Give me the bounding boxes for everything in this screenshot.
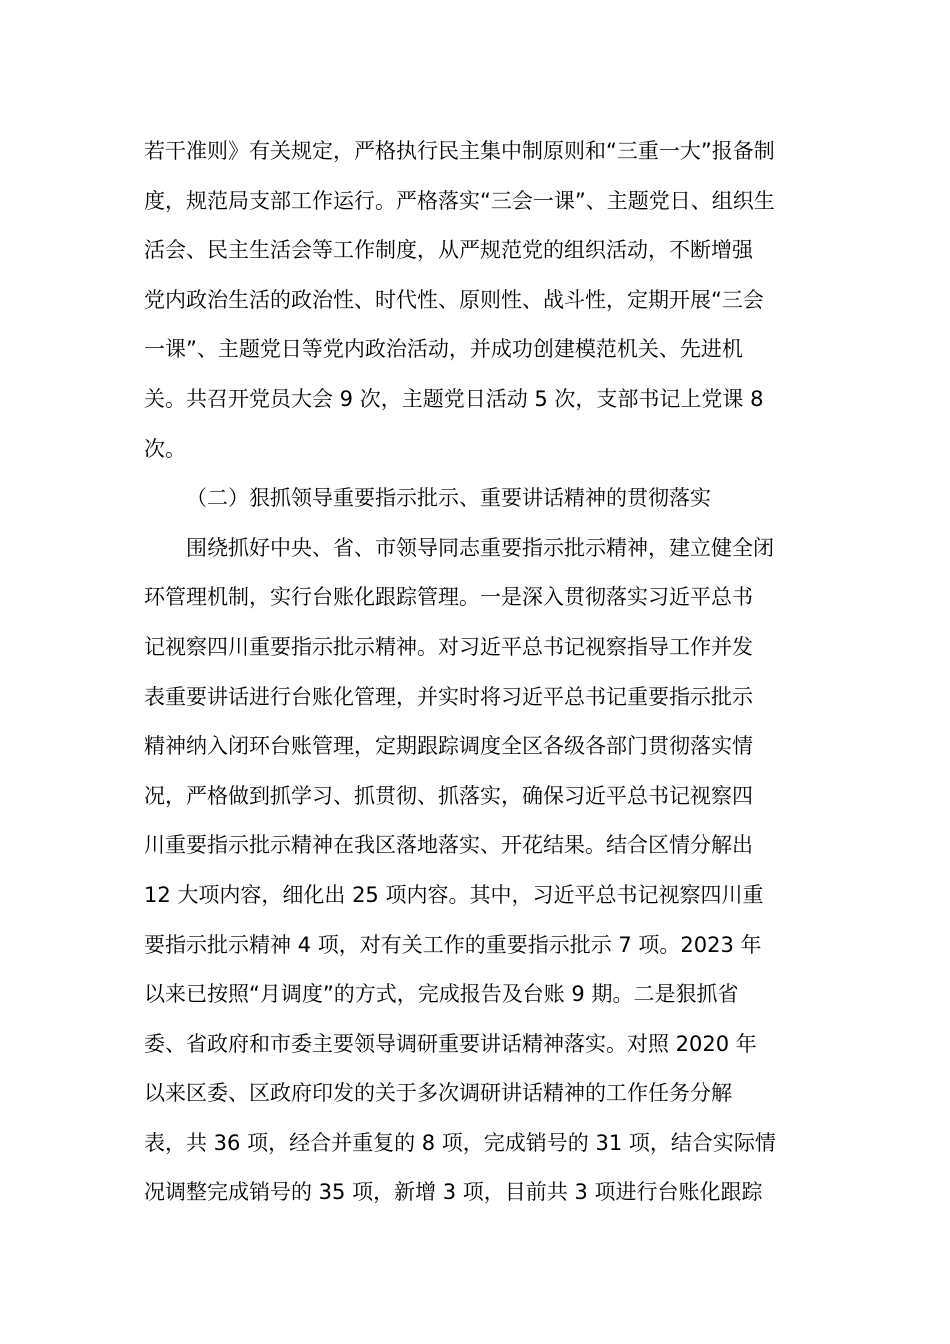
text-line-2: 度，规范局支部工作运行。严格落实“三会一课”、主题党日、组织生 — [144, 188, 775, 213]
text-line-21: 表，共 36 项，经合并重复的 8 项，完成销号的 31 项，结合实际情 — [144, 1130, 776, 1155]
text-line-12: 表重要讲话进行台账化管理，并实时将习近平总书记重要指示批示 — [144, 684, 753, 709]
text-line-10: 环管理机制，实行台账化跟踪管理。一是深入贯彻落实习近平总书 — [144, 585, 753, 610]
paragraph-start: 围绕抓好中央、省、市领导同志重要指示批示精神，建立健全闭 — [186, 535, 774, 560]
text-line-14: 况，严格做到抓学习、抓贯彻、抓落实，确保习近平总书记视察四 — [144, 783, 753, 808]
text-line-3: 活会、民主生活会等工作制度，从严规范党的组织活动，不断增强 — [144, 238, 753, 263]
text-line-7: 次。 — [144, 436, 186, 461]
text-line-15: 川重要指示批示精神在我区落地落实、开花结果。结合区情分解出 — [144, 833, 753, 858]
section-heading: （二）狠抓领导重要指示批示、重要讲话精神的贯彻落实 — [186, 486, 711, 511]
document-body — [144, 127, 810, 1218]
text-line-1: 若干准则》有关规定，严格执行民主集中制原则和“三重一大”报备制 — [144, 139, 775, 163]
text-line-11: 记视察四川重要指示批示精神。对习近平总书记视察指导工作并发 — [144, 634, 753, 659]
text-line-16: 12 大项内容，细化出 25 项内容。其中，习近平总书记视察四川重 — [144, 882, 764, 907]
text-line-20: 以来区委、区政府印发的关于多次调研讲话精神的工作任务分解 — [144, 1081, 732, 1106]
text-line-13: 精神纳入闭环台账管理，定期跟踪调度全区各级各部门贯彻落实情 — [144, 734, 753, 759]
text-line-17: 要指示批示精神 4 项，对有关工作的重要指示批示 7 项。2023 年 — [144, 932, 762, 957]
text-line-5: 一课”、主题党日等党内政治活动，并成功创建模范机关、先进机 — [144, 337, 743, 362]
text-line-4: 党内政治生活的政治性、时代性、原则性、战斗性，定期开展“三会 — [144, 287, 764, 312]
text-line-19: 委、省政府和市委主要领导调研重要讲话精神落实。对照 2020 年 — [144, 1031, 757, 1056]
text-line-18: 以来已按照“月调度”的方式，完成报告及台账 9 期。二是狠抓省 — [144, 982, 739, 1007]
text-line-6: 关。共召开党员大会 9 次，主题党日活动 5 次，支部书记上党课 8 — [144, 386, 764, 411]
text-line-22: 况调整完成销号的 35 项，新增 3 项，目前共 3 项进行台账化跟踪 — [144, 1180, 763, 1205]
